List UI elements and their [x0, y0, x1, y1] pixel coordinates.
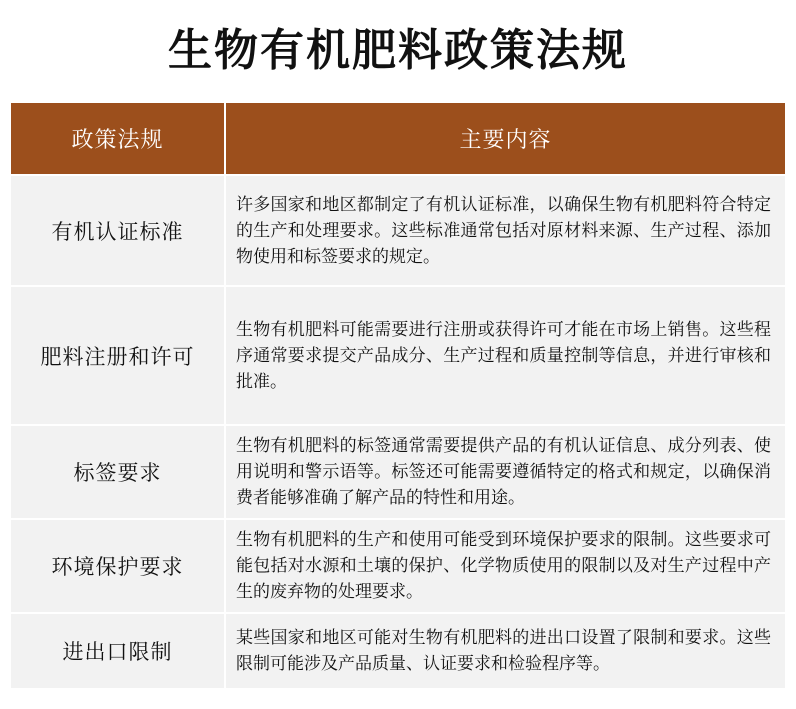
table-row: [11, 519, 785, 613]
table-row: [11, 175, 785, 286]
column-header-policy: 政策法规: [11, 103, 225, 175]
table-header-row: [11, 103, 785, 175]
policy-name: 进出口限制: [11, 613, 225, 688]
policy-name: 有机认证标准: [11, 175, 225, 286]
policy-content: 某些国家和地区可能对生物有机肥料的进出口设置了限制和要求。这些限制可能涉及产品质量、认证要求和检验程序等。: [225, 613, 785, 688]
policy-table: [11, 103, 785, 688]
table-row: [11, 425, 785, 519]
table-row: [11, 613, 785, 688]
policy-content: 生物有机肥料的生产和使用可能受到环境保护要求的限制。这些要求可能包括对水源和土壤的保护、化学物质使用的限制以及对生产过程中产生的废弃物的处理要求。: [225, 519, 785, 613]
policy-content: 生物有机肥料的标签通常需要提供产品的有机认证信息、成分列表、使用说明和警示语等。标签还可能需要遵循特定的格式和规定，以确保消费者能够准确了解产品的特性和用途。: [225, 425, 785, 519]
policy-name: 标签要求: [11, 425, 225, 519]
column-header-content: 主要内容: [225, 103, 785, 175]
policy-content: 生物有机肥料可能需要进行注册或获得许可才能在市场上销售。这些程序通常要求提交产品成分、生产过程和质量控制等信息，并进行审核和批准。: [225, 286, 785, 425]
policy-name: 环境保护要求: [11, 519, 225, 613]
page-title: 生物有机肥料政策法规: [168, 25, 628, 76]
table-row: [11, 286, 785, 425]
policy-content: 许多国家和地区都制定了有机认证标准，以确保生物有机肥料符合特定的生产和处理要求。这些标准通常包括对原材料来源、生产过程、添加物使用和标签要求的规定。: [225, 175, 785, 286]
policy-name: 肥料注册和许可: [11, 286, 225, 425]
